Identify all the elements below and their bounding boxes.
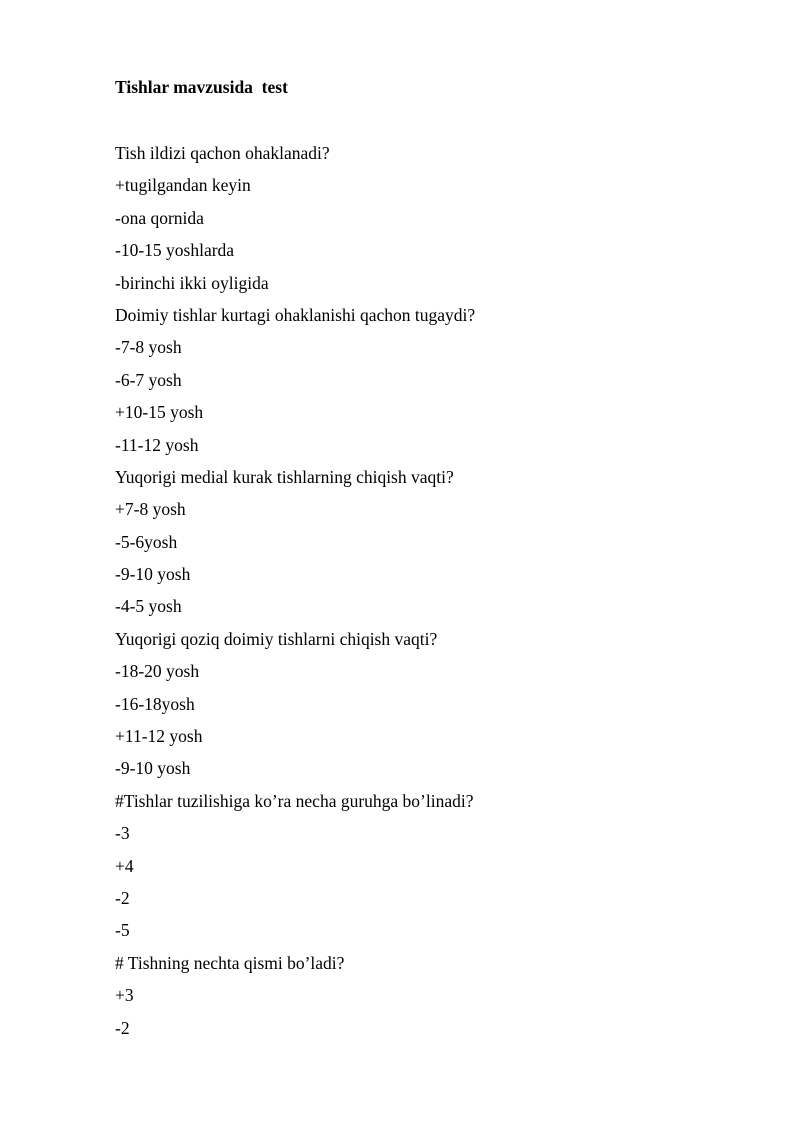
answer-line: -11-12 yosh (115, 434, 199, 455)
answer-line: -9-10 yosh (115, 564, 191, 585)
answer-line: -2 (115, 887, 130, 908)
answer-line: -6-7 yosh (115, 369, 182, 390)
answer-line: -18-20 yosh (115, 661, 200, 682)
answer-line: -7-8 yosh (115, 337, 182, 358)
question-line: Tish ildizi qachon ohaklanadi? (115, 143, 330, 163)
answer-line: +7-8 yosh (115, 499, 186, 520)
question-line: # Tishning nechta qismi bo’ladi? (115, 952, 345, 973)
answer-line: +tugilgandan keyin (115, 175, 251, 196)
answer-line: -3 (115, 823, 130, 844)
answer-line: -4-5 yosh (115, 596, 182, 617)
answer-line: +3 (115, 985, 134, 1006)
answer-line: -ona qornida (115, 207, 204, 228)
answer-line: -10-15 yoshlarda (115, 240, 235, 261)
question-line: Yuqorigi medial kurak tishlarning chiqish vaqti? (115, 466, 454, 487)
answer-line: +10-15 yosh (115, 402, 204, 423)
answer-line: +4 (115, 855, 134, 876)
answer-line: -2 (115, 1017, 130, 1038)
answer-line: +11-12 yosh (115, 726, 203, 747)
question-line: #Tishlar tuzilishiga ko’ra necha guruhga bo’linadi? (115, 790, 474, 811)
answer-line: -9-10 yosh (115, 758, 191, 779)
answer-line: -birinchi ikki oyligida (115, 272, 269, 293)
document-lines (115, 140, 475, 1047)
question-line: Doimiy tishlar kurtagi ohaklanishi qachon tugaydi? (115, 304, 476, 325)
answer-line: -5 (115, 920, 130, 941)
answer-line: -5-6yosh (115, 531, 178, 552)
answer-line: -16-18yosh (115, 693, 195, 714)
question-line: Yuqorigi qoziq doimiy tishlarni chiqish vaqti? (115, 628, 438, 649)
document-title: Tishlar mavzusida test (115, 77, 288, 97)
